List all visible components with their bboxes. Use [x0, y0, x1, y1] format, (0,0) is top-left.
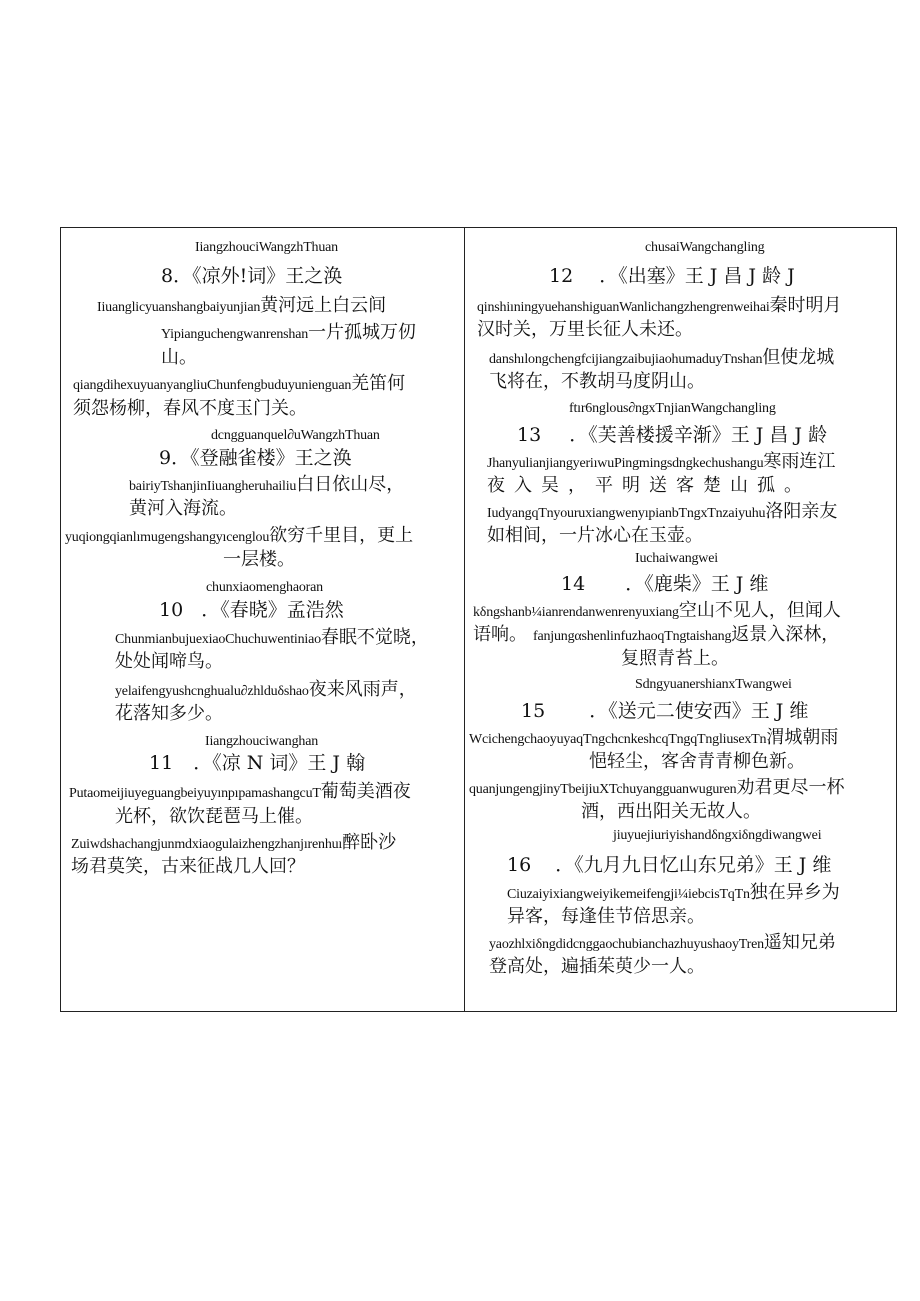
poem-15-title-row — [521, 701, 808, 723]
poem-9-line-1 — [129, 475, 404, 496]
pinyin-text: danshılongchengfcijiangzaibujiaohumaduyTnshan — [489, 352, 763, 367]
pinyin-text: Iiuanglicyuanshangbaiyunjian — [97, 300, 261, 315]
poem-16-line-2-cont: 登高处，遍插茱萸少一人。 — [489, 956, 705, 977]
poem-15-title: ．《送元二使安西》王 J 维 — [589, 700, 809, 722]
poem-10-line-2 — [115, 680, 417, 701]
poem-number: 13 — [517, 424, 542, 446]
poem-8-pinyin-title: IiangzhouciWangzhThuan — [195, 240, 338, 255]
poem-11-line-1-cont: 光杯，欲饮琵琶马上催。 — [115, 806, 313, 827]
poem-text: 黄河远上白云间 — [260, 295, 387, 316]
poem-number: 15 — [521, 700, 546, 722]
poem-13-pinyin-title: ftır6nglous∂ngxTnjianWangchangling — [569, 401, 776, 416]
poem-10-title: ．《春晓》孟浩然 — [201, 599, 344, 621]
poem-10-line-2-cont: 花落知多少。 — [115, 703, 223, 724]
poem-8-line-3 — [73, 374, 405, 395]
poem-13-line-2 — [487, 502, 837, 523]
pinyin-text: qinshiıningyuehanshiguanWanlichangzhengrenweihai — [477, 300, 770, 315]
poem-11-pinyin-title: Iiangzhouciwanghan — [205, 734, 319, 749]
poem-10-line-1 — [115, 628, 429, 649]
poem-text: 劝君更尽一杯 — [736, 777, 845, 798]
poem-12-title-row — [549, 266, 795, 288]
poem-text: 独在异乡为 — [749, 882, 840, 903]
pinyin-text: yuqiongqianlımugengshangyıcenglou — [65, 530, 270, 545]
poem-11-title-row — [149, 753, 365, 775]
poem-11-line-2 — [71, 833, 396, 854]
left-column — [61, 228, 465, 1011]
poem-text: 春眠不觉晓， — [320, 627, 429, 648]
poem-15-line-1-cont: 悒轻尘，客舍青青柳色新。 — [589, 751, 805, 772]
poem-8-line-2-cont: 山。 — [161, 347, 197, 368]
poem-text: 秦时明月 — [769, 295, 842, 316]
poem-10-line-1-cont: 处处闻啼鸟。 — [115, 651, 223, 672]
poem-16-pinyin-title: jiuyuejiuriyishandδngxiδngdiwangwei — [613, 828, 822, 843]
poem-11-line-2-cont: 场君莫笑，古来征战几人回？ — [71, 856, 305, 877]
poem-number: 10 — [159, 599, 184, 621]
poem-10-pinyin-title: chunxiaomenghaoran — [206, 580, 323, 595]
poem-16-line-1-cont: 异客，每逢佳节倍思亲。 — [507, 906, 705, 927]
poem-text: 醉卧沙 — [342, 832, 397, 853]
poem-15-line-2 — [469, 778, 844, 799]
poem-13-line-2-cont: 如相间，一片冰心在玉壶。 — [487, 525, 703, 546]
poem-13-title: ．《芙善楼援辛渐》王 J 昌 J 龄 — [569, 424, 828, 446]
poem-15-pinyin-title: SdngyuanershianxTwangwei — [635, 677, 792, 692]
poem-text: 羌笛何 — [351, 373, 406, 394]
poem-9-line-2-cont: 一层楼。 — [223, 549, 295, 570]
pinyin-text: quanjungengjinyTbeijiuXTchuyangguanwuguren — [469, 782, 737, 797]
poem-12-pinyin-title: chusaiWangchangling — [645, 240, 765, 255]
poem-12-line-1 — [477, 296, 842, 317]
poem-14-line-2-cont: 复照青苔上。 — [621, 648, 729, 669]
poem-13-title-row — [517, 425, 827, 447]
poem-14-title: ．《鹿柴》王 J 维 — [625, 573, 769, 595]
poem-12-line-2 — [489, 348, 834, 369]
poem-14-pinyin-title: Iuchaiwangwei — [635, 551, 718, 566]
poem-14-line-1 — [473, 601, 841, 622]
poem-text: 欲穷千里目，更上 — [269, 525, 414, 546]
poem-11-line-1 — [69, 782, 411, 803]
poem-15-line-1 — [469, 728, 838, 749]
poem-number: 11 — [149, 752, 174, 774]
poem-8-line-3-cont: 须怨杨柳，春风不度玉门关。 — [73, 398, 307, 419]
pinyin-text: fanjungαshenlinfuzhaoqTngtaishang — [533, 629, 732, 644]
poem-number: 12 — [549, 265, 574, 287]
poem-12-line-1-cont: 汉时关，万里长征人未还。 — [477, 319, 693, 340]
pinyin-text: Ciuzaiyixiangweiyikemeifengji¼iebcisTqTn — [507, 887, 750, 902]
poem-16-line-1 — [507, 883, 840, 904]
pinyin-text: WcichengchaoyuyaqTngchcnkeshcqTngqTngliusexTn — [469, 732, 767, 747]
poem-text: 葡萄美酒夜 — [320, 781, 411, 802]
poem-13-line-1-cont: 夜入吴，平明送客楚山孤。 — [487, 475, 811, 496]
poem-text: 渭城朝雨 — [766, 727, 839, 748]
pinyin-text: kδngshanb¼ianrendanwenrenyuxiang — [473, 605, 679, 620]
pinyin-text: Yipianguchengwanrenshan — [161, 327, 309, 342]
pinyin-text: yelaifengyushcnghualu∂zhlduδshao — [115, 684, 309, 699]
poem-8-line-1 — [97, 296, 386, 317]
poem-11-title: ．《凉 N 词》王 J 翰 — [193, 752, 366, 774]
pinyin-text: yaozhlxiδngdidcnggaochubianchazhuyushaoyTren — [489, 937, 764, 952]
pinyin-text: IudyangqTnyouruxiangwenyıpianbTngxTnzaiyuhu — [487, 506, 766, 521]
poem-9-pinyin-title: dcngguanquel∂uWangzhThuan — [211, 428, 380, 443]
poem-text: 但使龙城 — [762, 347, 835, 368]
poem-table — [60, 227, 897, 1012]
poem-14-line-1-cont — [473, 625, 839, 646]
poem-16-title: ．《九月九日忆山东兄弟》王 J 维 — [555, 854, 832, 876]
poem-text: 语响。 — [473, 624, 527, 645]
poem-text: 寒雨连江 — [763, 451, 836, 472]
poem-14-title-row — [561, 574, 768, 596]
poem-number: 16 — [507, 854, 532, 876]
pinyin-text: ChunmianbujuexiaoChuchuwentiniao — [115, 632, 321, 647]
poem-13-line-1 — [487, 452, 835, 473]
poem-8-title: 8．《凉外!词》王之涣 — [161, 265, 343, 287]
pinyin-text: Zuiwdshachangjunmdxiaogulaizhengzhanjırenhuı — [71, 837, 343, 852]
poem-text: 一片孤城万仞 — [308, 322, 417, 343]
poem-12-title: ．《出塞》王 J 昌 J 龄 J — [599, 265, 795, 287]
poem-text: 白日依山尽， — [296, 474, 405, 495]
poem-text: 夜来风雨声， — [308, 679, 417, 700]
poem-9-title: 9．《登融雀楼》王之涣 — [159, 447, 352, 469]
poem-number: 14 — [561, 573, 586, 595]
poem-text: 空山不见人，但闻人 — [678, 600, 841, 621]
right-column — [465, 228, 896, 1011]
poem-text: 遥知兄弟 — [763, 932, 836, 953]
poem-12-line-2-cont: 飞将在，不教胡马度阴山。 — [489, 371, 705, 392]
poem-9-line-1-cont: 黄河入海流。 — [129, 498, 237, 519]
pinyin-text: qiangdihexuyuanyangliuChunfengbuduyunienguan — [73, 378, 352, 393]
poem-text: 返景入深林， — [731, 624, 840, 645]
pinyin-text: PutaomeijiuyeguangbeiyuyınpıpamashangcuT — [69, 786, 321, 801]
pinyin-text: bairiyTshanjinIiuangheruhailiu — [129, 479, 297, 494]
poem-text: 洛阳亲友 — [765, 501, 838, 522]
poem-10-title-row — [159, 600, 344, 622]
poem-8-line-2 — [161, 323, 416, 344]
poem-16-line-2 — [489, 933, 836, 954]
poem-15-line-2-cont: 酒，西出阳关无故人。 — [581, 801, 761, 822]
pinyin-text: JhanyulianjiangyeriıwuPingmingsdngkechushangu — [487, 456, 764, 471]
poem-9-line-2 — [65, 526, 413, 547]
poem-16-title-row — [507, 855, 831, 877]
